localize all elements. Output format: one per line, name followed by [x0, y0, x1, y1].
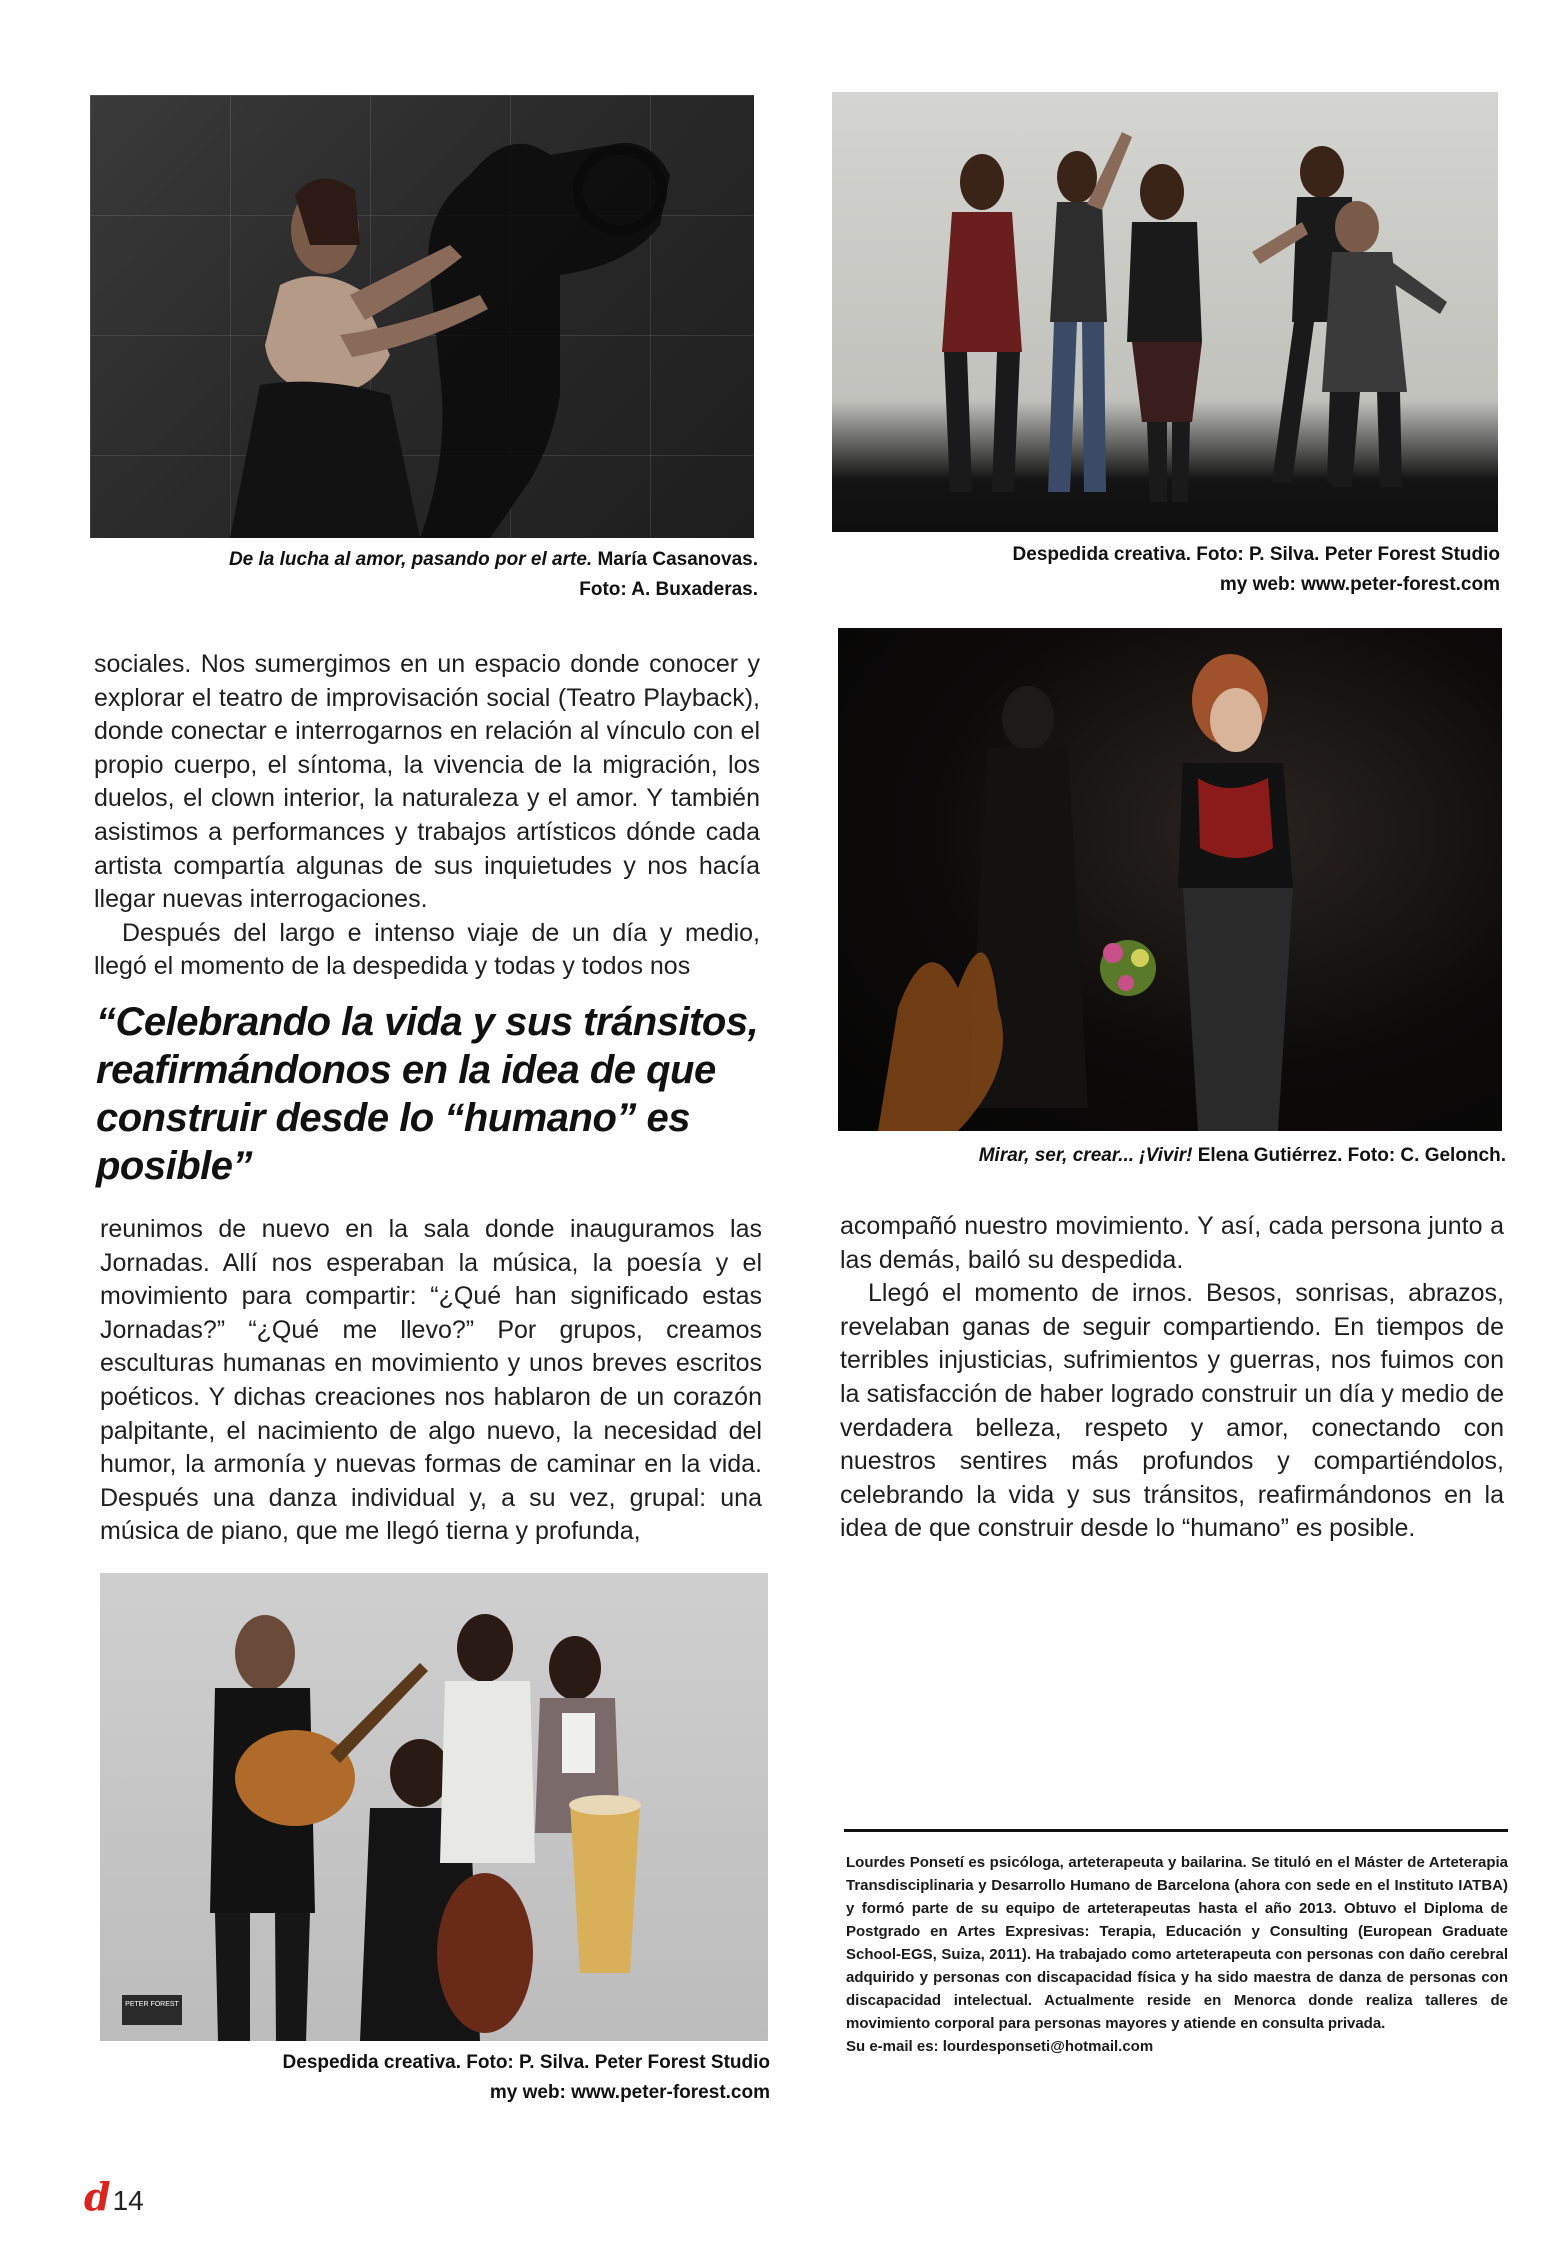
photo1-caption-rest: María Casanovas. — [597, 549, 758, 570]
page-number — [84, 2174, 144, 2219]
photo2-caption-line2: my web: www.peter-forest.com — [1219, 574, 1500, 595]
photo3-caption-italic: Mirar, ser, crear... ¡Vivir! — [978, 1145, 1193, 1166]
photo-woman-flowers — [838, 628, 1502, 1131]
photo4-caption-line1: Despedida creativa. Foto: P. Silva. Peter Forest Studio — [282, 2052, 770, 2073]
bio-email: Su e-mail es: lourdesponseti@hotmail.com — [846, 2038, 1154, 2055]
page-number-value: 14 — [112, 2185, 144, 2216]
article-col2 — [840, 1210, 1504, 1546]
article-paragraph: Después del largo e intenso viaje de un día y medio, llegó el momento de la despedida y todas y todos nos — [94, 918, 760, 981]
bio-top-rule — [844, 1829, 1508, 1832]
photo-illustration — [90, 95, 754, 538]
pull-quote: “Celebrando la vida y sus tránsitos, reafirmándonos en la idea de que construir desde lo “humano” es posible” — [96, 1000, 759, 1188]
photo2-caption-line1: Despedida creativa. Foto: P. Silva. Peter Forest Studio — [1012, 544, 1500, 565]
article-paragraph: sociales. Nos sumergimos en un espacio donde conocer y explorar el teatro de improvisación social (Teatro Playback), donde conectar e interrogarnos en relación al vínculo con el propio cuerpo, el síntoma, la vivencia de la migración, los duelos, el clown interior, la naturaleza y el amor. Y también asistimos a performances y trabajos artísticos dónde cada artista compartía algunas de sus inquietudes y nos hacía llegar nuevas interrogaciones. — [94, 650, 760, 914]
article-paragraph: acompañó nuestro movimiento. Y así, cada persona junto a las demás, bailó su despedida. — [840, 1212, 1504, 1274]
author-bio — [846, 1851, 1508, 2058]
photo-dancer-shadow — [90, 95, 754, 538]
photo2-caption — [832, 540, 1500, 600]
bio-text: Lourdes Ponsetí es psicóloga, arteterapeuta y bailarina. Se tituló en el Máster de Arteterapia Transdisciplinaria y Desarrollo Humano de Barcelona (ahora con sede en el Instituto IATBA) y formó parte de su equipo de arteterapeutas hasta el año 2013. Obtuvo el Diploma de Postgrado en Artes Expresivas: Terapia, Educación y Consulting (European Graduate School-EGS, Suiza, 2011). Ha trabajado como arteterapeuta con personas con daño cerebral adquirido y personas con discapacidad física y ha sido maestra de danza de personas con discapacidad intelectual. Actualmente reside en Menorca donde realiza talleres de movimiento corporal para personas mayores y atiende en consulta privada. — [846, 1854, 1508, 2032]
photo-watermark — [122, 1995, 182, 2025]
photo1-caption-line2: Foto: A. Buxaderas. — [579, 579, 758, 600]
photo-musicians — [100, 1573, 768, 2041]
article-col1-top — [94, 648, 760, 984]
photo3-caption-line1 — [838, 1141, 1506, 1171]
photo-illustration — [100, 1573, 768, 2041]
photo4-caption — [100, 2048, 770, 2108]
photo4-caption-line2: my web: www.peter-forest.com — [489, 2082, 770, 2103]
watermark-text: PETER FOREST — [125, 2001, 179, 2008]
photo1-caption-line1 — [90, 545, 758, 575]
magazine-logo-icon: d — [84, 2174, 111, 2219]
photo1-caption-italic: De la lucha al amor, pasando por el arte. — [228, 549, 593, 570]
photo3-caption — [838, 1141, 1506, 1171]
article-paragraph: Llegó el momento de irnos. Besos, sonrisas, abrazos, revelaban ganas de seguir compartiendo. En tiempos de terribles injusticias, sufrimientos y guerras, nos fuimos con la satisfacción de haber logrado construir un día y medio de verdadera belleza, respeto y amor, conectando con nuestros sentires más profundos y compartiéndolos, celebrando la vida y sus tránsitos, reafirmándonos en la idea de que construir desde lo “humano” es posible. — [840, 1279, 1504, 1543]
photo-illustration — [832, 92, 1498, 532]
article-paragraph: reunimos de nuevo en la sala donde inauguramos las Jornadas. Allí nos esperaban la música, la poesía y el movimiento para compartir: “¿Qué han significado estas Jornadas?” “¿Qué me llevo?” Por grupos, creamos esculturas humanas en movimiento y unos breves escritos poéticos. Y dichas creaciones nos hablaron de un corazón palpitante, el nacimiento de algo nuevo, la necesidad del humor, la armonía y nuevas formas de caminar en la vida. Después una danza individual y, a su vez, grupal: una música de piano, que me llegó tierna y profunda, — [100, 1215, 762, 1546]
article-col1-bottom — [100, 1213, 762, 1549]
photo-illustration — [838, 628, 1502, 1131]
photo3-caption-rest: Elena Gutiérrez. Foto: C. Gelonch. — [1197, 1145, 1506, 1166]
photo-women-dancing — [832, 92, 1498, 532]
photo1-caption — [90, 545, 758, 605]
